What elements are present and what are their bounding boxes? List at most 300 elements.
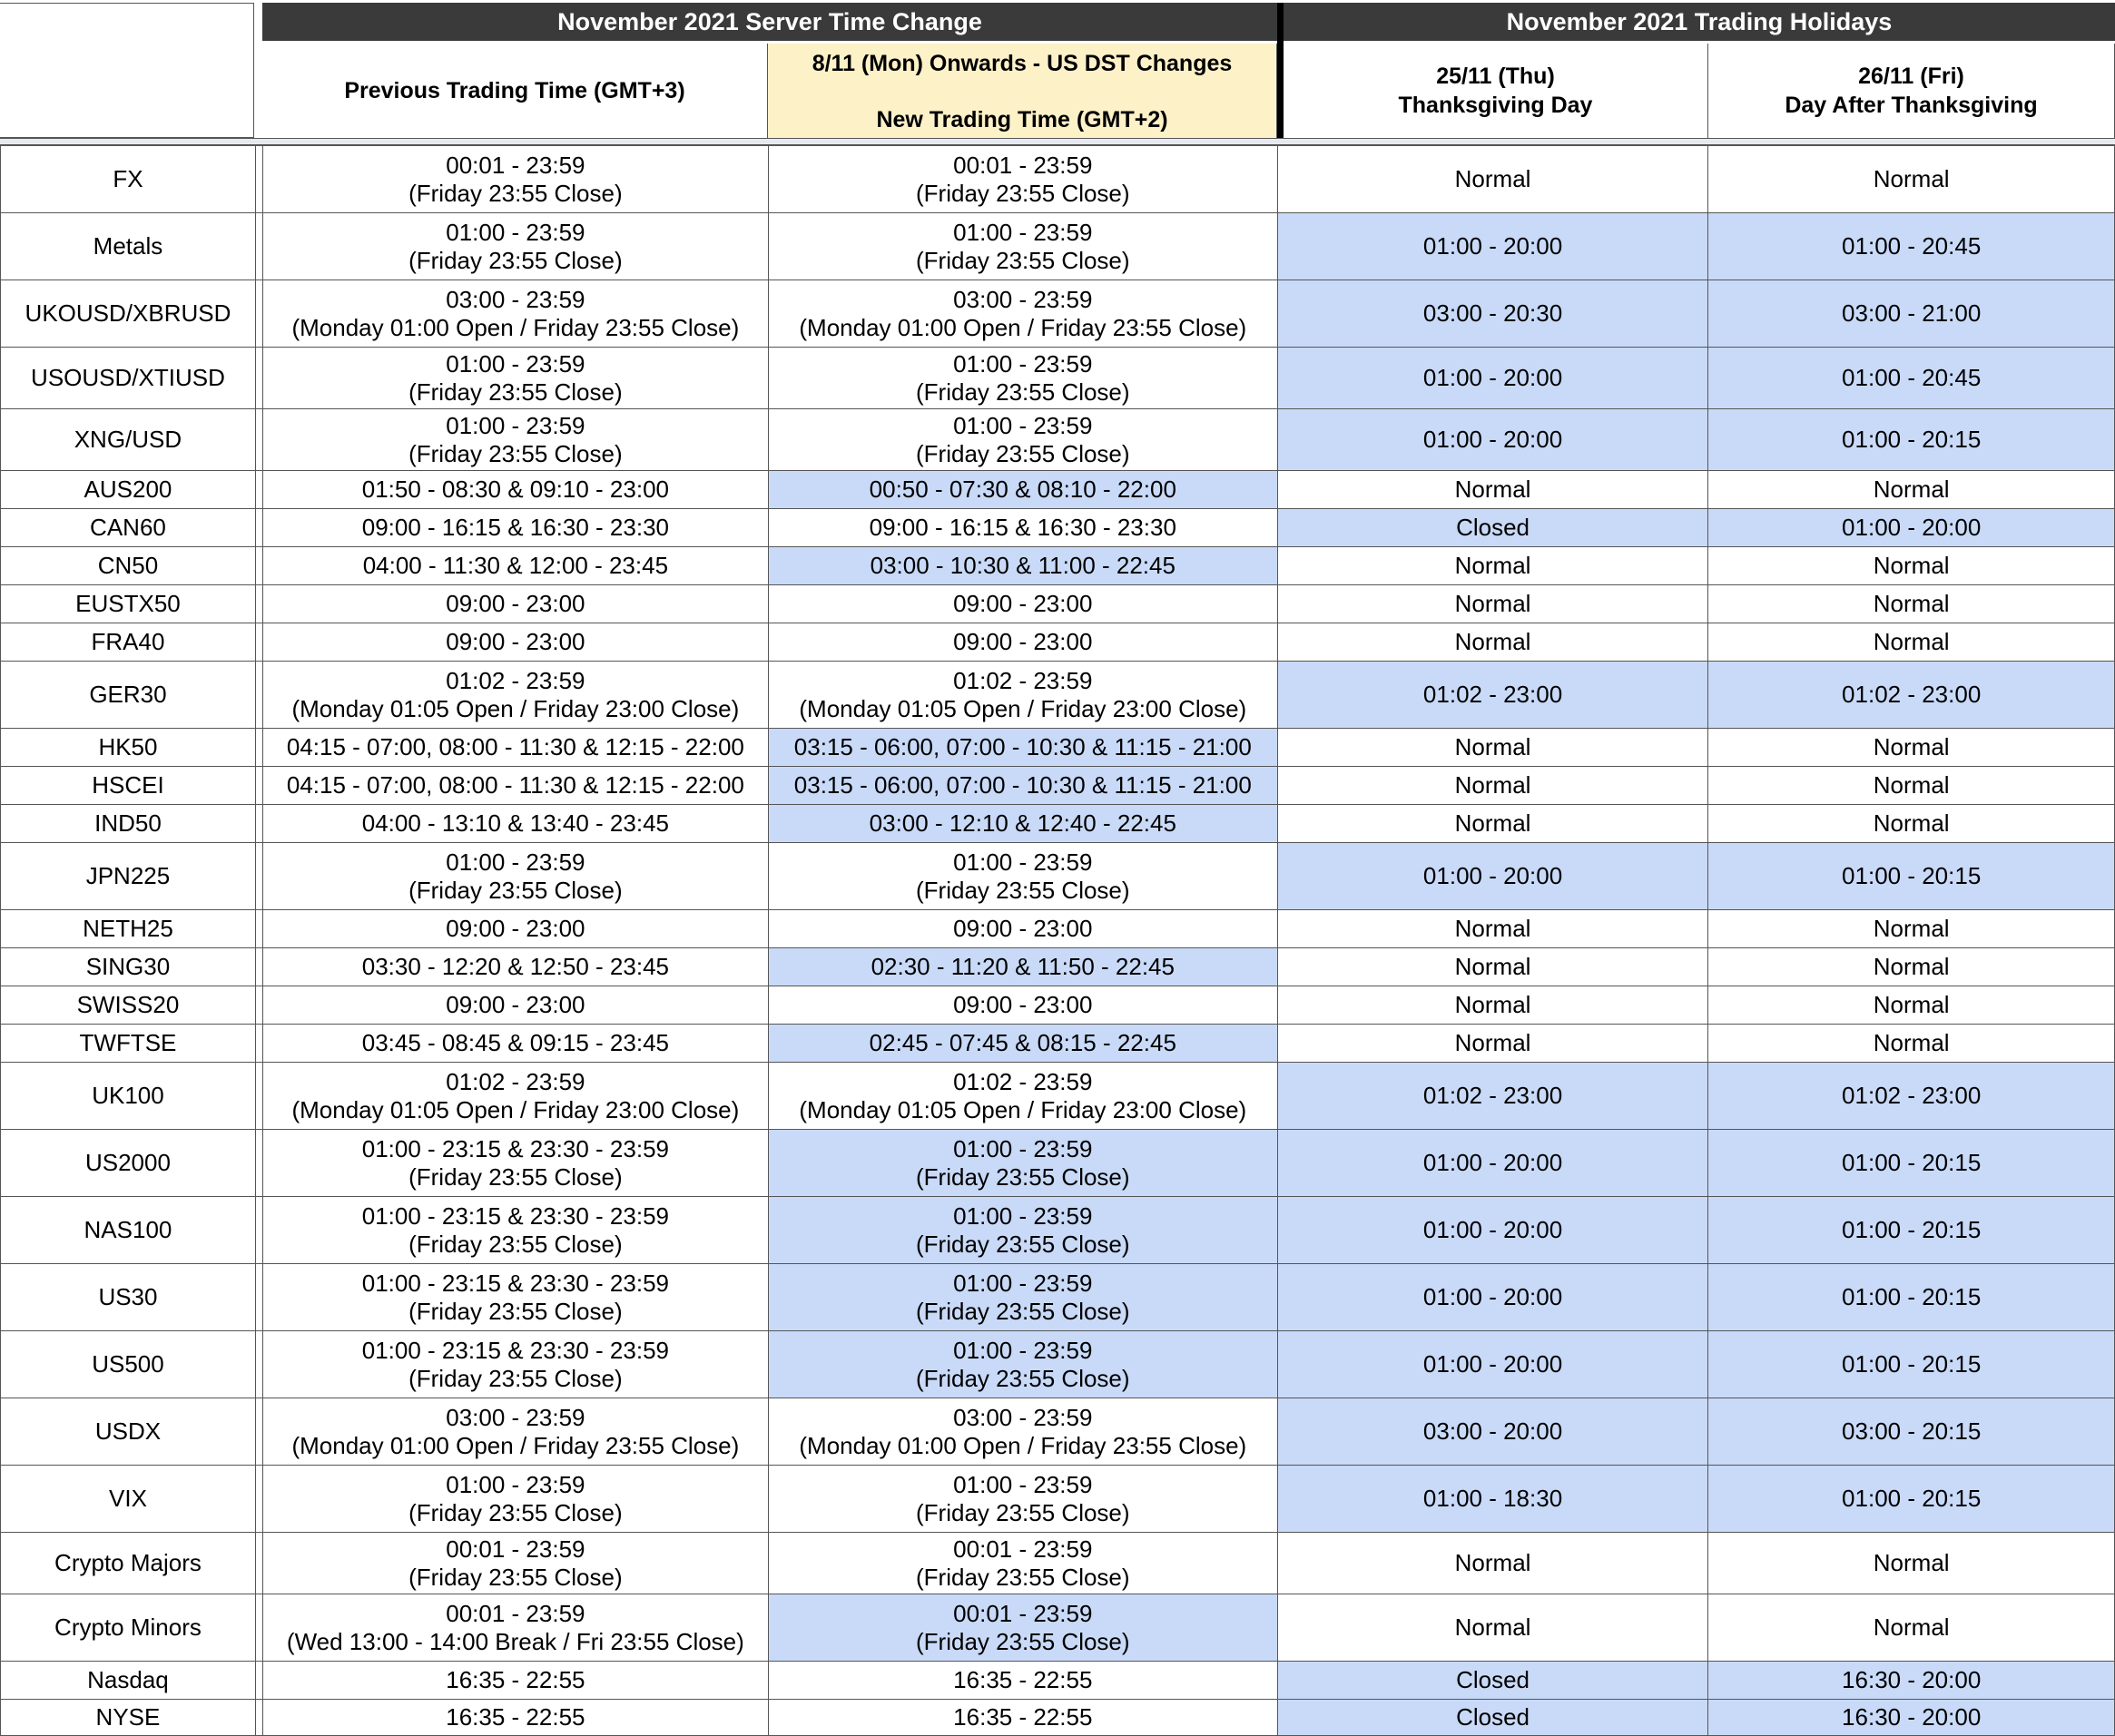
previous-time-cell[interactable]	[262, 1662, 768, 1700]
header-new-trading-time	[768, 44, 1277, 138]
instrument-name[interactable]	[1, 547, 256, 585]
cell-text: (Friday 23:55 Close)	[916, 1297, 1130, 1325]
cell-text: Normal	[1454, 771, 1531, 799]
previous-time-cell[interactable]	[262, 986, 768, 1025]
cell-text: 16:30 - 20:00	[1842, 1666, 1982, 1693]
new-time-cell[interactable]	[768, 1398, 1277, 1466]
cell-text: Normal	[1454, 1613, 1531, 1641]
previous-time-cell[interactable]	[262, 348, 768, 409]
table-row	[1, 986, 2115, 1025]
cell-text: HSCEI	[92, 771, 164, 799]
cell-text: 01:00 - 23:59	[953, 848, 1093, 876]
instrument-name[interactable]	[1, 910, 256, 948]
previous-time-cell[interactable]	[262, 146, 768, 213]
thanksgiving-cell[interactable]	[1277, 1331, 1708, 1398]
cell-text: Normal	[1873, 771, 1950, 799]
cell-text: (Friday 23:55 Close)	[408, 439, 623, 467]
cell-text: 09:00 - 23:00	[953, 991, 1093, 1018]
cell-text: (Friday 23:55 Close)	[916, 1627, 1130, 1655]
thanksgiving-cell[interactable]	[1277, 585, 1708, 623]
previous-time-cell[interactable]	[262, 1331, 768, 1398]
new-time-cell[interactable]	[768, 843, 1277, 910]
spacer-cell	[255, 1398, 262, 1466]
day-after-thanksgiving-cell[interactable]	[1708, 1662, 2115, 1700]
spacer-cell	[255, 805, 262, 843]
day-after-thanksgiving-cell[interactable]	[1708, 547, 2115, 585]
cell-text: (Friday 23:55 Close)	[408, 1162, 623, 1191]
new-time-cell[interactable]	[768, 986, 1277, 1025]
cell-text: 01:02 - 23:00	[1422, 1082, 1563, 1109]
instrument-name[interactable]	[1, 471, 256, 509]
cell-text: Normal	[1454, 165, 1531, 192]
thanksgiving-cell[interactable]	[1277, 986, 1708, 1025]
spacer-cell	[255, 1533, 262, 1594]
cell-text: 00:50 - 07:30 & 08:10 - 22:00	[869, 476, 1176, 503]
cell-text: US2000	[84, 1149, 171, 1176]
table-row	[1, 1331, 2115, 1398]
cell-text: Normal	[1873, 552, 1950, 579]
previous-time-cell[interactable]	[262, 585, 768, 623]
table-row	[1, 1700, 2115, 1736]
corner-cell	[0, 3, 254, 138]
thanksgiving-cell[interactable]	[1277, 623, 1708, 662]
header-holiday-fri	[1708, 44, 2115, 138]
instrument-name[interactable]	[1, 1662, 256, 1700]
cell-text: VIX	[109, 1485, 147, 1512]
new-time-cell[interactable]	[768, 805, 1277, 843]
instrument-name[interactable]	[1, 280, 256, 348]
spacer-cell	[255, 146, 262, 213]
new-time-cell[interactable]	[768, 1130, 1277, 1197]
day-after-thanksgiving-cell[interactable]	[1708, 986, 2115, 1025]
instrument-name[interactable]	[1, 1130, 256, 1197]
cell-text: Normal	[1454, 953, 1531, 980]
cell-text: Normal	[1873, 476, 1950, 503]
spacer-cell	[255, 1063, 262, 1130]
cell-text: JPN225	[85, 862, 171, 889]
thanksgiving-cell[interactable]	[1277, 213, 1708, 280]
cell-text: 01:50 - 08:30 & 09:10 - 23:00	[361, 476, 669, 503]
day-after-thanksgiving-cell[interactable]	[1708, 948, 2115, 986]
cell-text: AUS200	[84, 476, 172, 503]
thanksgiving-cell[interactable]	[1277, 1662, 1708, 1700]
thanksgiving-cell[interactable]	[1277, 910, 1708, 948]
instrument-name[interactable]	[1, 1331, 256, 1398]
day-after-thanksgiving-cell[interactable]	[1708, 843, 2115, 910]
previous-time-cell[interactable]	[262, 1466, 768, 1533]
day-after-thanksgiving-cell[interactable]	[1708, 623, 2115, 662]
cell-text: 01:00 - 20:15	[1842, 1149, 1982, 1176]
cell-text: Crypto Minors	[54, 1613, 202, 1641]
cell-text: Closed	[1456, 1666, 1530, 1693]
previous-time-cell[interactable]	[262, 213, 768, 280]
day-after-thanksgiving-cell[interactable]	[1708, 1466, 2115, 1533]
day-after-thanksgiving-cell[interactable]	[1708, 767, 2115, 805]
previous-time-cell[interactable]	[262, 547, 768, 585]
cell-text: 01:00 - 23:15 & 23:30 - 23:59	[361, 1269, 669, 1297]
cell-text: FX	[113, 165, 143, 192]
spacer-cell	[255, 1264, 262, 1331]
instrument-name[interactable]	[1, 585, 256, 623]
instrument-name[interactable]	[1, 623, 256, 662]
cell-text: 09:00 - 16:15 & 16:30 - 23:30	[869, 514, 1176, 541]
new-time-cell[interactable]	[768, 948, 1277, 986]
thanksgiving-cell[interactable]	[1277, 348, 1708, 409]
previous-time-cell[interactable]	[262, 1700, 768, 1736]
new-time-cell[interactable]	[768, 409, 1277, 471]
previous-time-cell[interactable]	[262, 1533, 768, 1594]
trading-times-table	[0, 145, 2115, 1736]
instrument-name[interactable]	[1, 1398, 256, 1466]
table-row	[1, 213, 2115, 280]
day-after-thanksgiving-cell[interactable]	[1708, 662, 2115, 729]
new-time-cell[interactable]	[768, 1264, 1277, 1331]
spacer-cell	[255, 910, 262, 948]
cell-text: 03:00 - 20:00	[1422, 1417, 1563, 1445]
new-time-cell[interactable]	[768, 547, 1277, 585]
day-after-thanksgiving-cell[interactable]	[1708, 729, 2115, 767]
new-time-cell[interactable]	[768, 1700, 1277, 1736]
spacer-cell	[255, 1197, 262, 1264]
thanksgiving-cell[interactable]	[1277, 805, 1708, 843]
cell-text: (Friday 23:55 Close)	[916, 378, 1130, 406]
cell-text: US30	[98, 1283, 158, 1310]
cell-text: 01:00 - 23:59	[953, 1470, 1093, 1498]
instrument-name[interactable]	[1, 1466, 256, 1533]
instrument-name[interactable]	[1, 767, 256, 805]
cell-text: 01:00 - 20:15	[1842, 426, 1982, 453]
new-time-cell[interactable]	[768, 213, 1277, 280]
thanksgiving-cell[interactable]	[1277, 1197, 1708, 1264]
previous-time-cell[interactable]	[262, 623, 768, 662]
cell-text: 01:02 - 23:59	[953, 666, 1093, 694]
thanksgiving-cell[interactable]	[1277, 1594, 1708, 1662]
cell-text: 04:15 - 07:00, 08:00 - 11:30 & 12:15 - 22:00	[286, 733, 744, 760]
thanksgiving-cell[interactable]	[1277, 547, 1708, 585]
table-row	[1, 509, 2115, 547]
previous-time-cell[interactable]	[262, 1130, 768, 1197]
cell-text: Normal	[1454, 915, 1531, 942]
day-after-thanksgiving-cell[interactable]	[1708, 1197, 2115, 1264]
table-row	[1, 1466, 2115, 1533]
cell-text: 16:35 - 22:55	[953, 1666, 1093, 1693]
cell-text: Crypto Majors	[54, 1549, 202, 1576]
instrument-name[interactable]	[1, 213, 256, 280]
new-time-cell[interactable]	[768, 509, 1277, 547]
instrument-name[interactable]	[1, 1533, 256, 1594]
cell-text: Normal	[1454, 809, 1531, 837]
spacer-cell	[255, 348, 262, 409]
cell-text: (Friday 23:55 Close)	[408, 1297, 623, 1325]
cell-text: 16:30 - 20:00	[1842, 1703, 1982, 1731]
instrument-name[interactable]	[1, 1197, 256, 1264]
cell-text: 01:00 - 23:15 & 23:30 - 23:59	[361, 1134, 669, 1162]
thanksgiving-cell[interactable]	[1277, 509, 1708, 547]
cell-text: SING30	[85, 953, 171, 980]
new-time-cell[interactable]	[768, 1063, 1277, 1130]
previous-time-cell[interactable]	[262, 843, 768, 910]
table-row	[1, 1662, 2115, 1700]
thanksgiving-cell[interactable]	[1277, 1025, 1708, 1063]
day-after-thanksgiving-cell[interactable]	[1708, 348, 2115, 409]
previous-time-cell[interactable]	[262, 1197, 768, 1264]
new-time-cell[interactable]	[768, 1466, 1277, 1533]
cell-text: 04:00 - 11:30 & 12:00 - 23:45	[362, 552, 669, 579]
cell-text: 01:00 - 20:15	[1842, 1216, 1982, 1243]
spacer-cell	[255, 1594, 262, 1662]
cell-text: 01:00 - 20:00	[1422, 364, 1563, 391]
new-time-cell[interactable]	[768, 910, 1277, 948]
header-holiday-fri-date: 26/11 (Fri)	[1858, 64, 1964, 89]
cell-text: Normal	[1454, 733, 1531, 760]
cell-text: Normal	[1873, 628, 1950, 655]
cell-text: 01:00 - 23:15 & 23:30 - 23:59	[361, 1336, 669, 1364]
cell-text: 01:00 - 20:00	[1422, 1216, 1563, 1243]
cell-text: Normal	[1873, 165, 1950, 192]
cell-text: 04:15 - 07:00, 08:00 - 11:30 & 12:15 - 22:00	[286, 771, 744, 799]
thanksgiving-cell[interactable]	[1277, 146, 1708, 213]
thanksgiving-cell[interactable]	[1277, 767, 1708, 805]
cell-text: (Friday 23:55 Close)	[408, 378, 623, 406]
previous-time-cell[interactable]	[262, 409, 768, 471]
cell-text: 01:00 - 23:59	[953, 218, 1093, 246]
spacer-cell	[255, 213, 262, 280]
day-after-thanksgiving-cell[interactable]	[1708, 409, 2115, 471]
cell-text: 01:00 - 23:59	[446, 349, 585, 378]
header-holiday-fri-label: Day After Thanksgiving	[1785, 93, 2038, 118]
spacer-cell	[255, 585, 262, 623]
instrument-name[interactable]	[1, 1700, 256, 1736]
thanksgiving-cell[interactable]	[1277, 843, 1708, 910]
new-time-cell[interactable]	[768, 471, 1277, 509]
thanksgiving-cell[interactable]	[1277, 1398, 1708, 1466]
thanksgiving-cell[interactable]	[1277, 409, 1708, 471]
table-row	[1, 471, 2115, 509]
day-after-thanksgiving-cell[interactable]	[1708, 509, 2115, 547]
cell-text: 00:01 - 23:59	[953, 151, 1093, 179]
table-row	[1, 1130, 2115, 1197]
cell-text: 01:00 - 23:59	[953, 1201, 1093, 1230]
table-row	[1, 280, 2115, 348]
previous-time-cell[interactable]	[262, 1398, 768, 1466]
cell-text: (Friday 23:55 Close)	[408, 1498, 623, 1526]
new-time-cell[interactable]	[768, 1025, 1277, 1063]
cell-text: XNG/USD	[74, 426, 182, 453]
day-after-thanksgiving-cell[interactable]	[1708, 805, 2115, 843]
instrument-name[interactable]	[1, 843, 256, 910]
cell-text: (Monday 01:05 Open / Friday 23:00 Close)	[291, 694, 740, 722]
day-after-thanksgiving-cell[interactable]	[1708, 1331, 2115, 1398]
cell-text: 01:00 - 23:59	[953, 1269, 1093, 1297]
cell-text: 03:15 - 06:00, 07:00 - 10:30 & 11:15 - 21:00	[793, 733, 1252, 760]
cell-text: TWFTSE	[79, 1029, 177, 1056]
day-after-thanksgiving-cell[interactable]	[1708, 213, 2115, 280]
previous-time-cell[interactable]	[262, 509, 768, 547]
cell-text: 01:02 - 23:00	[1842, 1082, 1982, 1109]
cell-text: Nasdaq	[87, 1666, 169, 1693]
header-holiday-thu-date: 25/11 (Thu)	[1436, 64, 1555, 89]
cell-text: UKOUSD/XBRUSD	[25, 299, 231, 327]
new-time-cell[interactable]	[768, 1662, 1277, 1700]
cell-text: Normal	[1873, 953, 1950, 980]
instrument-name[interactable]	[1, 1264, 256, 1331]
day-after-thanksgiving-cell[interactable]	[1708, 1130, 2115, 1197]
table-row	[1, 547, 2115, 585]
previous-time-cell[interactable]	[262, 805, 768, 843]
cell-text: (Friday 23:55 Close)	[916, 439, 1130, 467]
thanksgiving-cell[interactable]	[1277, 1700, 1708, 1736]
cell-text: CAN60	[90, 514, 166, 541]
cell-text: 03:00 - 20:30	[1422, 299, 1563, 327]
cell-text: 01:00 - 20:15	[1842, 862, 1982, 889]
new-time-cell[interactable]	[768, 585, 1277, 623]
thanksgiving-cell[interactable]	[1277, 1130, 1708, 1197]
cell-text: NETH25	[83, 915, 173, 942]
spacer-cell	[255, 409, 262, 471]
cell-text: Normal	[1873, 590, 1950, 617]
previous-time-cell[interactable]	[262, 471, 768, 509]
cell-text: 00:01 - 23:59	[446, 151, 585, 179]
cell-text: Normal	[1454, 1549, 1531, 1576]
instrument-name[interactable]	[1, 948, 256, 986]
new-time-cell[interactable]	[768, 1331, 1277, 1398]
new-time-cell[interactable]	[768, 767, 1277, 805]
day-after-thanksgiving-cell[interactable]	[1708, 146, 2115, 213]
new-time-cell[interactable]	[768, 1594, 1277, 1662]
new-time-cell[interactable]	[768, 729, 1277, 767]
cell-text: (Monday 01:05 Open / Friday 23:00 Close)	[799, 694, 1247, 722]
previous-time-cell[interactable]	[262, 1264, 768, 1331]
cell-text: Normal	[1873, 991, 1950, 1018]
thanksgiving-cell[interactable]	[1277, 471, 1708, 509]
thanksgiving-cell[interactable]	[1277, 1533, 1708, 1594]
cell-text: 03:00 - 21:00	[1842, 299, 1982, 327]
day-after-thanksgiving-cell[interactable]	[1708, 1533, 2115, 1594]
thanksgiving-cell[interactable]	[1277, 1466, 1708, 1533]
cell-text: EUSTX50	[75, 590, 181, 617]
cell-text: SWISS20	[76, 991, 180, 1018]
cell-text: (Friday 23:55 Close)	[408, 179, 623, 207]
table-row	[1, 1533, 2115, 1594]
cell-text: 00:01 - 23:59	[953, 1599, 1093, 1627]
cell-text: 01:00 - 18:30	[1422, 1485, 1563, 1512]
thanksgiving-cell[interactable]	[1277, 280, 1708, 348]
new-time-cell[interactable]	[768, 662, 1277, 729]
cell-text: (Friday 23:55 Close)	[916, 876, 1130, 904]
cell-text: 09:00 - 23:00	[953, 590, 1093, 617]
new-time-cell[interactable]	[768, 1197, 1277, 1264]
instrument-name[interactable]	[1, 662, 256, 729]
thanksgiving-cell[interactable]	[1277, 662, 1708, 729]
thanksgiving-cell[interactable]	[1277, 729, 1708, 767]
day-after-thanksgiving-cell[interactable]	[1708, 1398, 2115, 1466]
day-after-thanksgiving-cell[interactable]	[1708, 910, 2115, 948]
cell-text: 01:00 - 23:59	[446, 218, 585, 246]
cell-text: 03:00 - 20:15	[1842, 1417, 1982, 1445]
day-after-thanksgiving-cell[interactable]	[1708, 471, 2115, 509]
previous-time-cell[interactable]	[262, 910, 768, 948]
previous-time-cell[interactable]	[262, 1594, 768, 1662]
table-row	[1, 146, 2115, 213]
cell-text: 01:00 - 23:59	[953, 349, 1093, 378]
previous-time-cell[interactable]	[262, 948, 768, 986]
cell-text: (Friday 23:55 Close)	[408, 1230, 623, 1258]
thanksgiving-cell[interactable]	[1277, 1264, 1708, 1331]
instrument-name[interactable]	[1, 146, 256, 213]
new-time-cell[interactable]	[768, 146, 1277, 213]
spacer-cell	[255, 509, 262, 547]
new-time-cell[interactable]	[768, 348, 1277, 409]
table-row	[1, 1197, 2115, 1264]
cell-text: (Monday 01:00 Open / Friday 23:55 Close)	[799, 1431, 1247, 1459]
instrument-name[interactable]	[1, 1025, 256, 1063]
cell-text: USOUSD/XTIUSD	[31, 364, 225, 391]
previous-time-cell[interactable]	[262, 1025, 768, 1063]
instrument-name[interactable]	[1, 1594, 256, 1662]
previous-time-cell[interactable]	[262, 280, 768, 348]
spacer-cell	[255, 662, 262, 729]
spacer-cell	[255, 1130, 262, 1197]
day-after-thanksgiving-cell[interactable]	[1708, 1063, 2115, 1130]
day-after-thanksgiving-cell[interactable]	[1708, 1025, 2115, 1063]
previous-time-cell[interactable]	[262, 1063, 768, 1130]
spacer-cell	[255, 1662, 262, 1700]
thanksgiving-cell[interactable]	[1277, 1063, 1708, 1130]
previous-time-cell[interactable]	[262, 767, 768, 805]
instrument-name[interactable]	[1, 986, 256, 1025]
table-row	[1, 623, 2115, 662]
cell-text: Normal	[1454, 590, 1531, 617]
cell-text: 01:00 - 23:59	[446, 411, 585, 439]
table-row	[1, 1398, 2115, 1466]
cell-text: NAS100	[84, 1216, 172, 1243]
cell-text: (Friday 23:55 Close)	[916, 1162, 1130, 1191]
day-after-thanksgiving-cell[interactable]	[1708, 1700, 2115, 1736]
new-time-cell[interactable]	[768, 623, 1277, 662]
cell-text: 09:00 - 23:00	[953, 628, 1093, 655]
day-after-thanksgiving-cell[interactable]	[1708, 1264, 2115, 1331]
previous-time-cell[interactable]	[262, 662, 768, 729]
cell-text: 01:00 - 23:59	[953, 411, 1093, 439]
day-after-thanksgiving-cell[interactable]	[1708, 1594, 2115, 1662]
instrument-name[interactable]	[1, 805, 256, 843]
header-holiday-thu-label: Thanksgiving Day	[1398, 93, 1593, 118]
day-after-thanksgiving-cell[interactable]	[1708, 585, 2115, 623]
header-server-time-change: November 2021 Server Time Change	[262, 3, 1277, 41]
new-time-cell[interactable]	[768, 280, 1277, 348]
new-time-cell[interactable]	[768, 1533, 1277, 1594]
cell-text: (Friday 23:55 Close)	[408, 246, 623, 274]
table-row	[1, 1264, 2115, 1331]
table-row	[1, 1063, 2115, 1130]
instrument-name[interactable]	[1, 729, 256, 767]
cell-text: NYSE	[95, 1703, 161, 1731]
instrument-name[interactable]	[1, 409, 256, 471]
instrument-name[interactable]	[1, 509, 256, 547]
previous-time-cell[interactable]	[262, 729, 768, 767]
instrument-name[interactable]	[1, 1063, 256, 1130]
cell-text: Closed	[1456, 1703, 1530, 1731]
thanksgiving-cell[interactable]	[1277, 948, 1708, 986]
cell-text: 01:00 - 20:00	[1842, 514, 1982, 541]
cell-text: 00:01 - 23:59	[446, 1535, 585, 1563]
cell-text: 03:00 - 23:59	[953, 1403, 1093, 1431]
cell-text: US500	[92, 1350, 164, 1378]
cell-text: (Friday 23:55 Close)	[916, 1563, 1130, 1591]
instrument-name[interactable]	[1, 348, 256, 409]
cell-text: 03:00 - 12:10 & 12:40 - 22:45	[869, 809, 1176, 837]
day-after-thanksgiving-cell[interactable]	[1708, 280, 2115, 348]
